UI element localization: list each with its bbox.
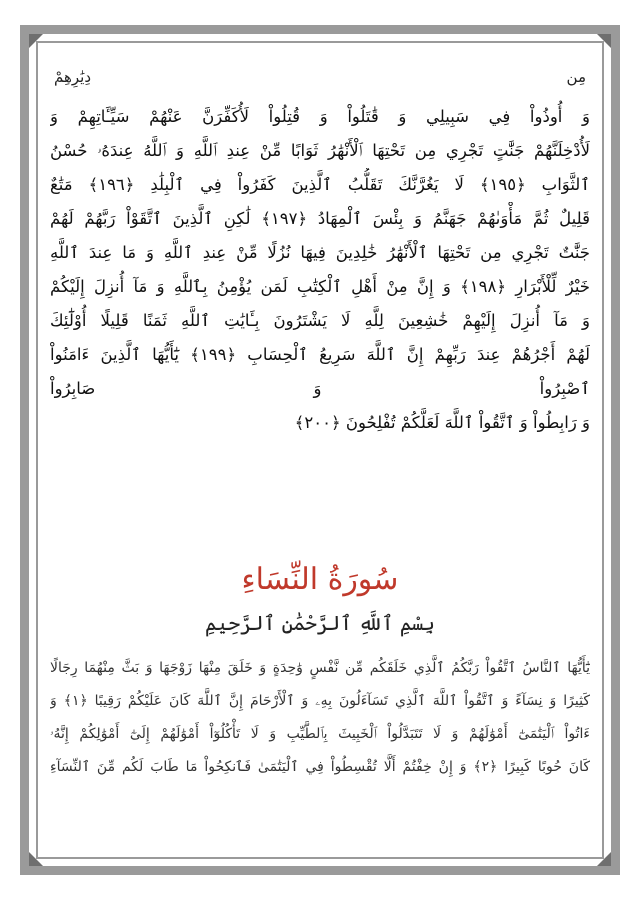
verse-line-split (50, 372, 590, 406)
catchword-right: مِن (566, 68, 586, 86)
verse-line: لَهُمْ أَجْرُهُمْ عِندَ رَبِّهِمْ إِنَّ ٱللَّهَ سَرِيعُ ٱلْحِسَابِ ﴿١٩٩﴾ يَٰٓأَيُّهَا ٱلَّذِينَ ءَامَنُواْ (50, 345, 590, 364)
split-word-left: صَابِرُواْ (50, 379, 96, 398)
verse-block-al-imran (50, 100, 590, 440)
verse-block-an-nisa (50, 652, 590, 784)
verse-line: كَثِيرًا وَ نِسَآءً وَ ٱتَّقُواْ ٱللَّهَ ٱلَّذِي تَسَآءَلُونَ بِهِۦ وَ ٱلْأَرْحَامَ إِنَّ ٱللَّهَ كَانَ عَلَيْكُمْ رَقِيبًا ﴿١﴾ وَ (50, 693, 590, 709)
corner-ornament-bottom-left (29, 852, 43, 866)
verse-line: وَ أُوذُواْ فِي سَبِيلِي وَ قَٰتَلُواْ وَ قُتِلُواْ لَأُكَفِّرَنَّ عَنْهُمْ سَيِّـَٔاتِهِمْ وَ (50, 107, 590, 126)
basmala: بِسْمِ ٱللَّهِ ٱلرَّحْمَٰنِ ٱلرَّحِيمِ (204, 611, 435, 635)
verse-line: وَ مَآ أُنزِلَ إِلَيْهِمْ خَٰشِعِينَ لِلَّهِ لَا يَشْتَرُونَ بِـَٔايَٰتِ ٱللَّهِ ثَمَنًا قَلِيلًا أُوْلَٰٓئِكَ (50, 311, 590, 330)
verse-line: يَٰٓأَيُّهَا ٱلنَّاسُ ٱتَّقُواْ رَبَّكُمُ ٱلَّذِي خَلَقَكُم مِّن نَّفْسٍ وَٰحِدَةٍ وَ خَلَقَ مِنْهَا زَوْجَهَا وَ بَثَّ مِنْهُمَا رِجَالًا (50, 660, 590, 676)
catchword-row (50, 68, 590, 92)
verse-line: كَانَ حُوبًا كَبِيرًا ﴿٢﴾ وَ إِنْ خِفْتُمْ أَلَّا تُقْسِطُواْ فِي ٱلْيَتَٰمَىٰ فَٱنكِحُواْ مَا طَابَ لَكُم مِّنَ ٱلنِّسَآءِ (50, 759, 590, 775)
verse-line: جَنَّٰتٌ تَجْرِي مِن تَحْتِهَا ٱلْأَنْهَٰرُ خَٰلِدِينَ فِيهَا نُزُلًا مِّنْ عِندِ ٱللَّهِ وَ مَا عِندَ ٱللَّهِ (50, 243, 590, 262)
corner-ornament-bottom-right (597, 852, 611, 866)
verse-line: خَيْرٌ لِّلْأَبْرَارِ ﴿١٩٨﴾ وَ إِنَّ مِنْ أَهْلِ ٱلْكِتَٰبِ لَمَن يُؤْمِنُ بِٱللَّهِ وَ مَآ أُنزِلَ إِلَيْكُمْ (50, 277, 590, 296)
verse-line: ٱلثَّوَابِ ﴿١٩٥﴾ لَا يَغُرَّنَّكَ تَقَلُّبُ ٱلَّذِينَ كَفَرُواْ فِي ٱلْبِلَٰدِ ﴿١٩٦﴾ مَتَٰعٌ (50, 175, 590, 194)
verse-line: لَأُدْخِلَنَّهُمْ جَنَّٰتٍ تَجْرِي مِن تَحْتِهَا ٱلْأَنْهَٰرُ ثَوَابًا مِّنْ عِندِ ٱللَّهِ وَ ٱللَّهُ عِندَهُۥ حُسْنُ (50, 141, 590, 160)
surah-title: سُورَةُ النِّسَاءِ (241, 562, 399, 597)
mushaf-page (50, 56, 590, 846)
verse-line: قَلِيلٌ ثُمَّ مَأْوَىٰهُمْ جَهَنَّمُ وَ بِئْسَ ٱلْمِهَادُ ﴿١٩٧﴾ لَٰكِنِ ٱلَّذِينَ ٱتَّقَوْاْ رَبَّهُمْ لَهُمْ (50, 209, 590, 228)
verse-line: ءَاتُواْ ٱلْيَتَٰمَىٰٓ أَمْوَٰلَهُمْ وَ لَا تَتَبَدَّلُواْ ٱلْخَبِيثَ بِٱلطَّيِّبِ وَ لَا تَأْكُلُوٓاْ أَمْوَٰلَهُمْ إِلَىٰٓ أَمْوَٰلِكُمْ إِنَّهُۥ (50, 726, 590, 742)
catchword-left: دِيَٰرِهِمْ (54, 68, 92, 86)
split-word-right: ٱصْبِرُواْ (539, 379, 590, 398)
corner-ornament-top-left (29, 34, 43, 48)
split-word-middle: وَ (313, 379, 322, 398)
verse-line-last: وَ رَابِطُواْ وَ ٱتَّقُواْ ٱللَّهَ لَعَلَّكُمْ تُفْلِحُونَ ﴿٢٠٠﴾ (294, 413, 590, 432)
corner-ornament-top-right (597, 34, 611, 48)
